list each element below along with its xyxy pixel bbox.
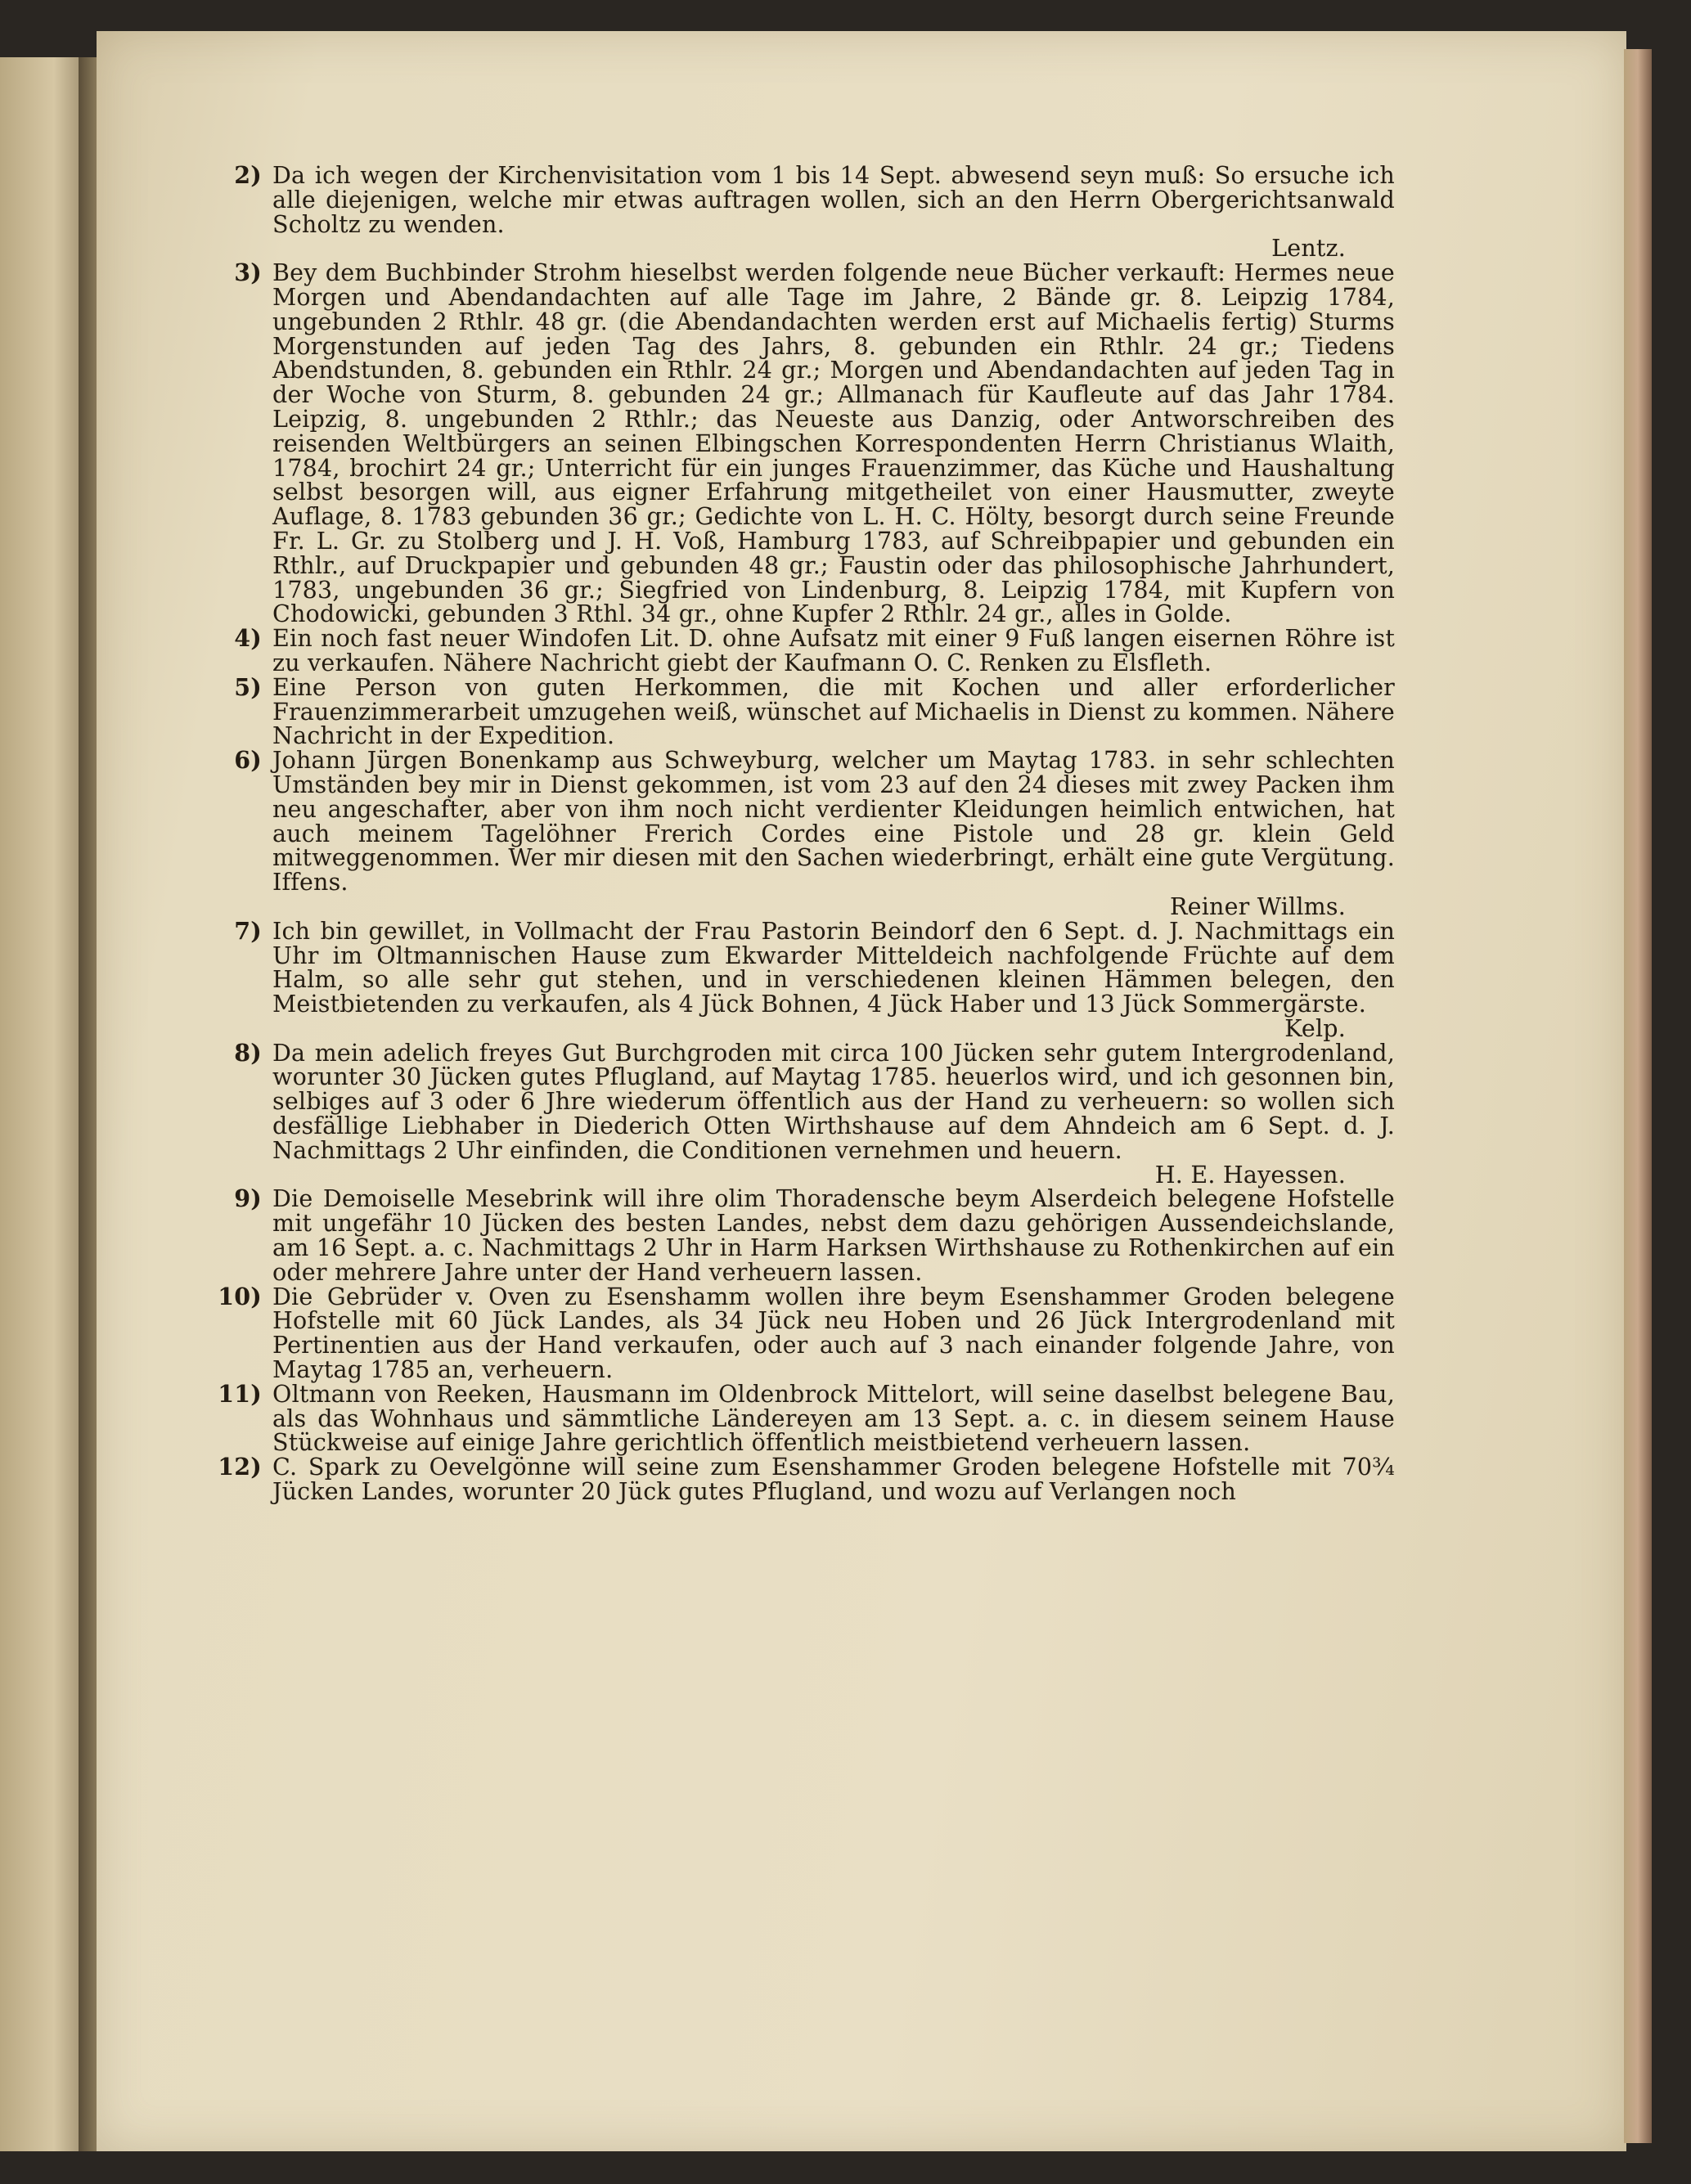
notice-text: Ich bin gewillet, in Vollmacht der Frau Pastorin Beindorf den 6 Sept. d. J. Nachmittags ein Uhr im Oltmannischen Hause zum Ekwarder Mitteldeich nachfolgende Früchte auf dem Halm, so alle sehr gut stehen, und in verschiedenen kleinen Hämmen belegen, den Meistbietenden zu verkaufen, als 4 Jück Bohnen, 4 Jück Haber und 13 Jück Sommergärste. (272, 917, 1395, 1018)
notice-text: Bey dem Buchbinder Strohm hieselbst werden folgende neue Bücher verkauft: Hermes neue Morgen und Abendandachten auf alle Tage im Jahre, 2 Bände gr. 8. Leipzig 1784, ungebunden 2 Rthlr. 48 gr. (die Abendandachten werden erst auf Michaelis fertig) Sturms Morgenstunden auf jeden Tag des Jahrs, 8. gebunden ein Rthlr. 24 gr.; Tiedens Abendstunden, 8. gebunden ein Rthlr. 24 gr.; Morgen und Abendandachten auf jeden Tag in der Woche von Sturm, 8. gebunden 24 gr.; Allmanach für Kaufleute auf das Jahr 1784. Leipzig, 8. ungebunden 2 Rthlr.; das Neueste aus Danzig, oder Antworschreiben des reisenden Weltbürgers an seinen Elbingschen Korrespondenten Herrn Christianus Wlaith, 1784, brochirt 24 gr.; Unterricht für ein junges Frauenzimmer, das Küche und Haushaltung selbst besorgen will, aus eigner Erfahrung mitgetheilet von einer Hausmutter, zweyte Auflage, 8. 1783 gebunden 36 gr.; Gedichte von L. H. C. Hölty, besorgt durch seine Freunde Fr. L. Gr. zu Stolberg und J. H. Voß, Hamburg 1783, auf Schreibpapier und gebunden ein Rthlr., auf Druckpapier und gebunden 48 gr.; Faustin oder das philosophische Jahrhundert, 1783, ungebunden 36 gr.; Siegfried von Lindenburg, 8. Leipzig 1784, mit Kupfern von Chodowicki, gebunden 3 Rthl. 34 gr., ohne Kupfer 2 Rthlr. 24 gr., alles in Golde. (272, 259, 1395, 628)
notice-number: 12) (218, 1453, 262, 1481)
notice-number: 5) (234, 672, 262, 701)
notice-number: 8) (234, 1038, 262, 1067)
notice-number: 9) (234, 1184, 262, 1213)
notice-entry (196, 258, 1395, 628)
notice-number: 3) (234, 258, 262, 287)
notice-entry (196, 1455, 1395, 1504)
notice-entry (196, 748, 1395, 919)
notice-number: 2) (234, 161, 262, 189)
notice-number: 6) (234, 746, 262, 775)
notice-number: 11) (218, 1379, 262, 1408)
advertisement-text (196, 161, 1395, 1506)
notice-text: Da ich wegen der Kirchenvisitation vom 1 bis 14 Sept. abwesend seyn muß: So ersuche ich alle diejenigen, welche mir etwas auftragen wollen, sich an den Herrn Obergerichtsanwald Scholtz zu wenden. (272, 162, 1395, 238)
notice-text: Oltmann von Reeken, Hausmann im Oldenbrock Mittelort, will seine daselbst belegene Bau, als das Wohnhaus und sämmtliche Ländereyen am 13 Sept. a. c. in diesem seinem Hause Stückweise auf einige Jahre gerichtlich öffentlich meistbietend verheuern lassen. (272, 1380, 1395, 1457)
notice-text: Die Gebrüder v. Oven zu Esenshamm wollen ihre beym Esenshammer Groden belegene Hofstelle mit 60 Jück Landes, als 34 Jück neu Hoben und 26 Jück Intergrodenland mit Pertinentien aus der Hand verkaufen, oder auch auf 3 nach einander folgende Jahre, von Maytag 1785 an, verheuern. (272, 1283, 1395, 1384)
notice-number: 7) (234, 916, 262, 945)
notice-entry (196, 1379, 1395, 1457)
notice-number: 10) (218, 1282, 262, 1310)
notice-text: Ein noch fast neuer Windofen Lit. D. ohne Aufsatz mit einer 9 Fuß langen eisernen Röhre ist zu verkaufen. Nähere Nachricht giebt der Kaufmann O. C. Renken zu Elsfleth. (272, 625, 1395, 676)
notice-number: 4) (234, 624, 262, 653)
notice-text: Johann Jürgen Bonenkamp aus Schweyburg, welcher um Maytag 1783. in sehr schlechten Umständen bey mir in Dienst gekommen, ist vom 23 auf den 24 dieses mit zwey Packen ihm neu angeschafter, aber von ihm noch nicht verdienter Kleidungen heimlich entwichen, hat auch meinem Tagelöhner Frerich Cordes eine Pistole und 28 gr. klein Geld mitweggenommen. Wer mir diesen mit den Sachen wiederbringt, erhält eine gute Vergütung. Iffens. (272, 747, 1395, 897)
notice-entry (196, 624, 1395, 676)
notice-entry (196, 161, 1395, 263)
notice-entry (196, 1038, 1395, 1189)
notice-signature: Kelp. (1284, 1014, 1346, 1042)
notice-signature: Reiner Willms. (1170, 892, 1346, 920)
notice-signature: Lentz. (1271, 235, 1346, 263)
notice-signature: H. E. Hayessen. (1154, 1161, 1346, 1189)
notice-text: C. Spark zu Oevelgönne will seine zum Esenshammer Groden belegene Hofstelle mit 70¾ Jücken Landes, worunter 20 Jück gutes Pflugland, und wozu auf Verlangen noch (272, 1454, 1395, 1506)
notice-entry (196, 916, 1395, 1042)
notice-text: Da mein adelich freyes Gut Burchgroden mit circa 100 Jücken sehr gutem Intergrodenland, worunter 30 Jücken gutes Pflugland, auf Maytag 1785. heuerlos wird, und ich gesonnen bin, selbiges auf 3 oder 6 Jhre wiederum öffentlich aus der Hand zu verheuern: so wollen sich desfällige Liebhaber in Diederich Otten Wirthshause auf dem Ahndeich am 6 Sept. d. J. Nachmittags 2 Uhr einfinden, die Conditionen vernehmen und heuern. (272, 1039, 1395, 1164)
notice-text: Eine Person von guten Herkommen, die mit Kochen und aller erforderlicher Frauenzimmerarbeit umzugehen weiß, wünschet auf Michaelis in Dienst zu kommen. Nähere Nachricht in der Expedition. (272, 673, 1395, 750)
notice-entry (196, 1282, 1395, 1384)
notice-text: Die Demoiselle Mesebrink will ihre olim Thoradensche beym Alserdeich belegene Hofstelle mit ungefähr 10 Jücken des besten Landes, nebst dem dazu gehörigen Aussendeichslande, am 16 Sept. a. c. Nachmittags 2 Uhr in Harm Harksen Wirthshause zu Rothenkirchen auf ein oder mehrere Jahre unter der Hand verheuern lassen. (272, 1185, 1395, 1286)
notice-entry (196, 672, 1395, 750)
page-fore-edge (1624, 49, 1652, 2143)
notice-entry (196, 1184, 1395, 1286)
